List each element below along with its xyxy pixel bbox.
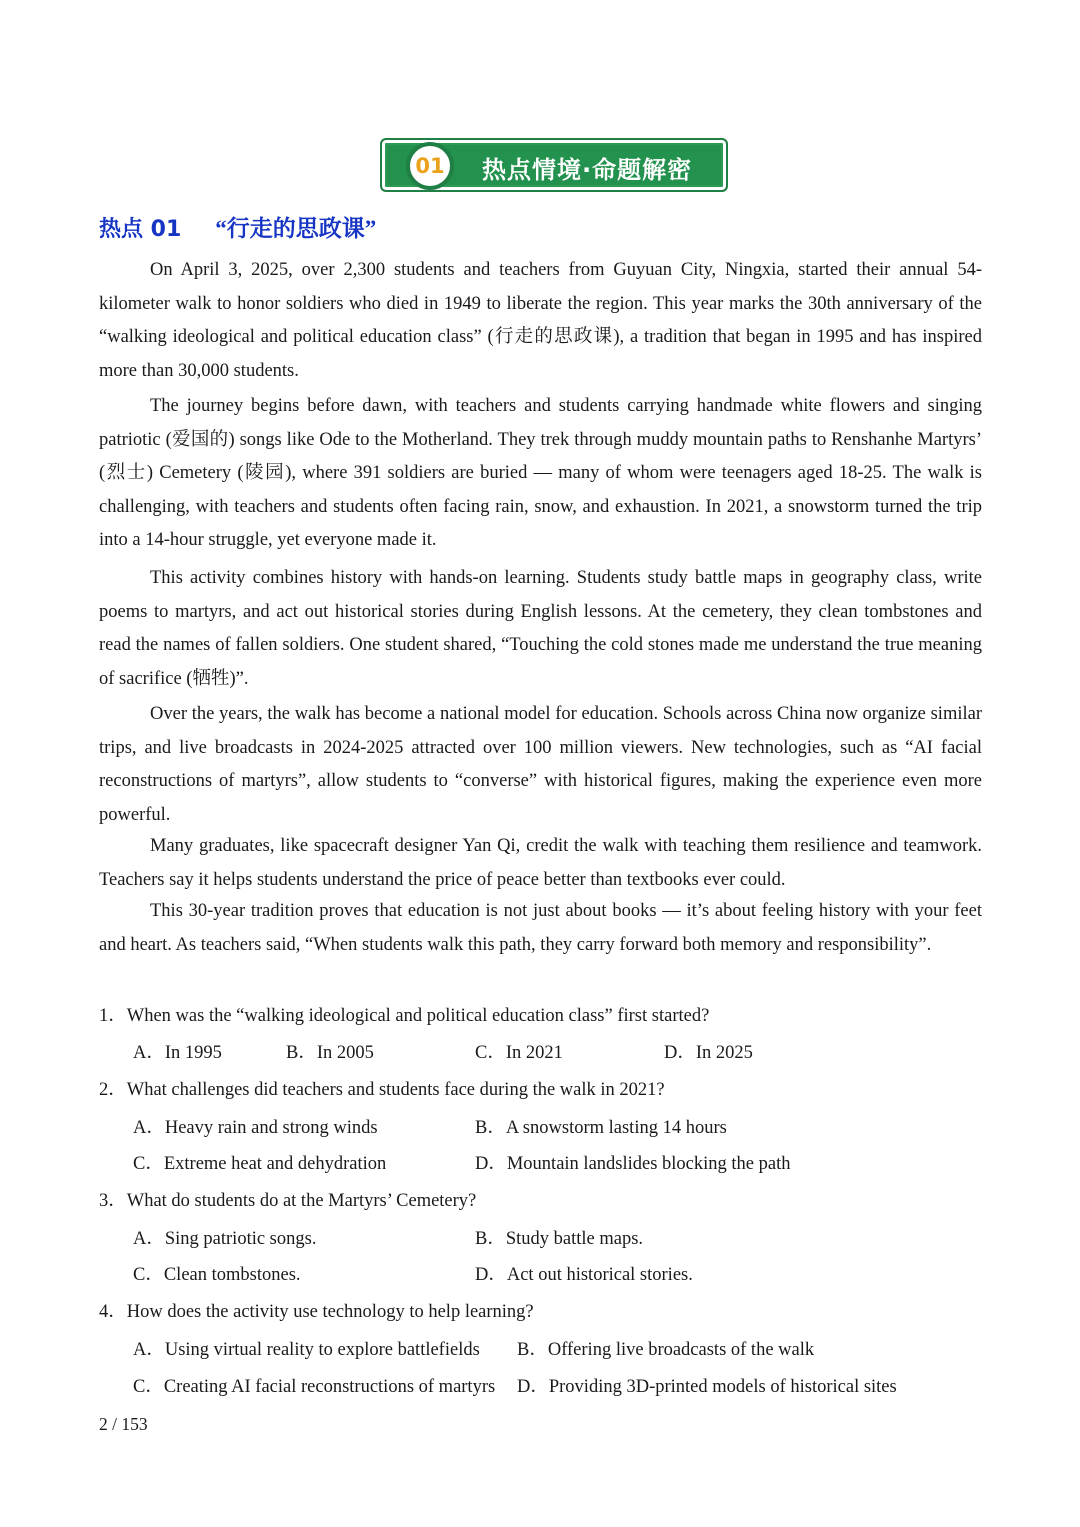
question-3-option-a[interactable]: A．Sing patriotic songs. xyxy=(133,1229,317,1249)
question-4-option-b[interactable]: B．Offering live broadcasts of the walk xyxy=(517,1340,815,1360)
passage-paragraph-6: This 30-year tradition proves that education is not just about books — it’s about feeling history with your feet and heart. As teachers said, “When students walk this path, they carry forward both memory and responsibility”. xyxy=(99,901,982,955)
banner-title: 热点情境·命题解密 xyxy=(482,156,693,184)
question-1-option-a[interactable]: A．In 1995 xyxy=(133,1043,222,1063)
question-2-option-c[interactable]: C．Extreme heat and dehydration xyxy=(133,1154,387,1174)
section-title: “行走的思政课” xyxy=(215,216,377,241)
passage-paragraph-4: Over the years, the walk has become a national model for education. Schools across China now organize similar trips, and live broadcasts in 2024-2025 attracted over 100 million viewers. New technologies, such as “AI facial reconstructions of martyrs”, allow students to “converse” with historical figures, making the experience even more powerful. xyxy=(99,704,982,825)
question-4-option-c[interactable]: C．Creating AI facial reconstructions of martyrs xyxy=(133,1377,496,1397)
question-4-option-a[interactable]: A．Using virtual reality to explore battlefields xyxy=(133,1340,480,1360)
question-1: 1．When was the “walking ideological and political education class” first started? xyxy=(99,1006,710,1026)
section-label: 热点 01 xyxy=(99,217,182,242)
question-1-option-c[interactable]: C．In 2021 xyxy=(475,1043,563,1063)
question-4: 4．How does the activity use technology to help learning? xyxy=(99,1302,534,1322)
question-3-option-b[interactable]: B．Study battle maps. xyxy=(475,1229,644,1249)
question-2: 2．What challenges did teachers and students face during the walk in 2021? xyxy=(99,1080,665,1100)
passage-paragraph-3: This activity combines history with hands-on learning. Students study battle maps in geography class, write poems to martyrs, and act out historical stories during English lessons. At the cemetery, they clean tombstones and read the names of fallen soldiers. One student shared, “Touching the cold stones made me understand the true meaning of sacrifice (牺牲)”. xyxy=(99,568,982,689)
question-2-option-a[interactable]: A．Heavy rain and strong winds xyxy=(133,1118,378,1138)
section-heading xyxy=(99,210,376,243)
question-2-option-b[interactable]: B．A snowstorm lasting 14 hours xyxy=(475,1118,727,1138)
passage-paragraph-2: The journey begins before dawn, with teachers and students carrying handmade white flowers and singing patriotic (爱国的) songs like Ode to the Motherland. They trek through muddy mountain paths to Renshanhe Martyrs’ (烈士) Cemetery (陵园), where 391 soldiers are buried — many of whom were teenagers aged 18-25. The walk is challenging, with teachers and students often facing rain, snow, and exhaustion. In 2021, a snowstorm turned the trip into a 14-hour struggle, yet everyone made it. xyxy=(99,396,982,550)
question-1-option-d[interactable]: D．In 2025 xyxy=(664,1043,753,1063)
passage-paragraph-5: Many graduates, like spacecraft designer Yan Qi, credit the walk with teaching them resilience and teamwork. Teachers say it helps students understand the price of peace better than textbooks ever could. xyxy=(99,836,982,890)
question-3: 3．What do students do at the Martyrs’ Cemetery? xyxy=(99,1191,477,1211)
question-4-option-d[interactable]: D．Providing 3D-printed models of historical sites xyxy=(517,1377,897,1397)
page-number: 2 / 153 xyxy=(99,1414,148,1434)
question-3-option-d[interactable]: D．Act out historical stories. xyxy=(475,1265,693,1285)
question-3-option-c[interactable]: C．Clean tombstones. xyxy=(133,1265,301,1285)
banner-number-badge: 01 xyxy=(406,142,454,190)
passage-paragraph-1: On April 3, 2025, over 2,300 students and teachers from Guyuan City, Ningxia, started their annual 54-kilometer walk to honor soldiers who died in 1949 to liberate the region. This year marks the 30th anniversary of the “walking ideological and political education class” (行走的思政课), a tradition that began in 1995 and has inspired more than 30,000 students. xyxy=(99,260,982,381)
section-banner xyxy=(380,138,728,192)
question-2-option-d[interactable]: D．Mountain landslides blocking the path xyxy=(475,1154,791,1174)
question-1-option-b[interactable]: B．In 2005 xyxy=(286,1043,374,1063)
